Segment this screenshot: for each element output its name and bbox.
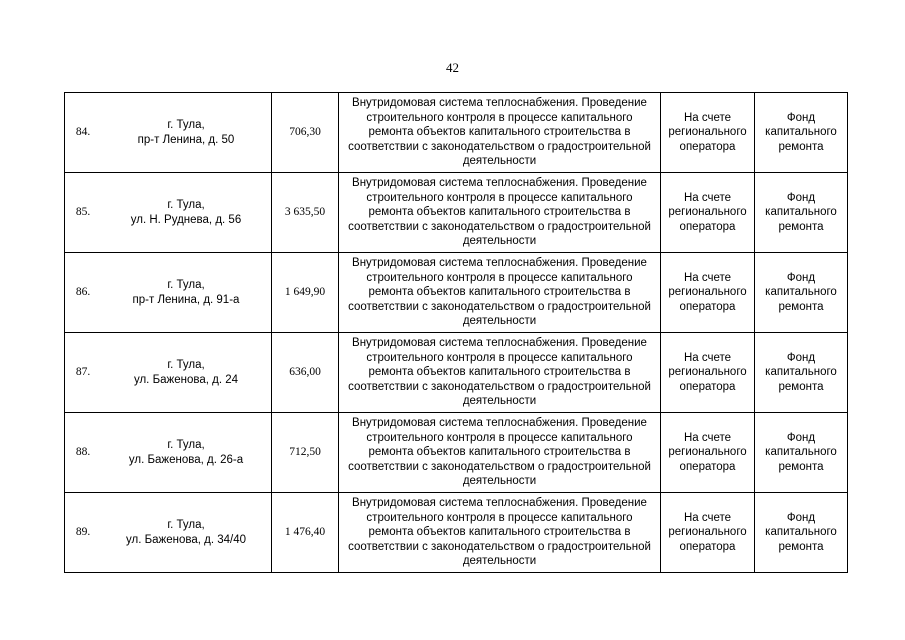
address-cell bbox=[65, 493, 272, 573]
funding-source-line: капитального bbox=[765, 366, 837, 379]
area-cell: 1 649,90 bbox=[272, 253, 339, 333]
funding-source-line: ремонта bbox=[778, 460, 824, 473]
account-cell bbox=[661, 253, 755, 333]
work-description-line: соответствии с законодательством о градостроительной bbox=[348, 380, 651, 393]
address-street: пр-т Ленина, д. 50 bbox=[137, 133, 235, 146]
address-cell bbox=[65, 413, 272, 493]
funding-source-line: Фонд bbox=[786, 431, 816, 444]
account-line: оператора bbox=[679, 460, 736, 473]
area-cell: 3 635,50 bbox=[272, 173, 339, 253]
work-description-line: Внутридомовая система теплоснабжения. Проведение bbox=[352, 417, 647, 430]
funding-source-line: капитального bbox=[765, 446, 837, 459]
table-row bbox=[65, 253, 848, 333]
address-cell bbox=[65, 173, 272, 253]
area-cell: 1 476,40 bbox=[272, 493, 339, 573]
funding-source-line: ремонта bbox=[778, 220, 824, 233]
row-number: 87. bbox=[75, 366, 91, 379]
work-description-line: ремонта объектов капитального строительства в bbox=[368, 286, 631, 299]
account-line: На счете bbox=[683, 431, 732, 444]
account-cell bbox=[661, 173, 755, 253]
address-city: г. Тула, bbox=[167, 438, 205, 451]
work-description-line: ремонта объектов капитального строительства в bbox=[368, 126, 631, 139]
row-number: 85. bbox=[75, 206, 91, 219]
account-cell bbox=[661, 93, 755, 173]
funding-source-line: ремонта bbox=[778, 540, 824, 553]
funding-source-line: Фонд bbox=[786, 511, 816, 524]
table-row bbox=[65, 493, 848, 573]
account-line: регионального bbox=[668, 366, 747, 379]
funding-source-cell bbox=[755, 173, 848, 253]
work-description-line: строительного контроля в процессе капитального bbox=[366, 431, 633, 444]
row-number: 88. bbox=[75, 446, 91, 459]
account-cell bbox=[661, 493, 755, 573]
work-description-line: ремонта объектов капитального строительства в bbox=[368, 366, 631, 379]
account-line: оператора bbox=[679, 300, 736, 313]
account-line: регионального bbox=[668, 206, 747, 219]
work-description-cell bbox=[339, 413, 661, 493]
address-cell bbox=[65, 333, 272, 413]
work-description-line: деятельности bbox=[462, 155, 537, 168]
work-description-line: ремонта объектов капитального строительства в bbox=[368, 526, 631, 539]
address-cell bbox=[65, 93, 272, 173]
account-line: оператора bbox=[679, 140, 736, 153]
row-number: 84. bbox=[75, 126, 91, 139]
account-cell bbox=[661, 333, 755, 413]
work-description-line: ремонта объектов капитального строительства в bbox=[368, 206, 631, 219]
account-line: регионального bbox=[668, 446, 747, 459]
work-description-line: строительного контроля в процессе капитального bbox=[366, 271, 633, 284]
address-city: г. Тула, bbox=[167, 278, 205, 291]
funding-source-cell bbox=[755, 253, 848, 333]
funding-source-line: ремонта bbox=[778, 140, 824, 153]
account-line: На счете bbox=[683, 191, 732, 204]
funding-source-line: Фонд bbox=[786, 271, 816, 284]
area-cell: 706,30 bbox=[272, 93, 339, 173]
address-street: ул. Баженова, д. 34/40 bbox=[125, 533, 247, 546]
funding-source-cell bbox=[755, 93, 848, 173]
work-description-cell bbox=[339, 253, 661, 333]
funding-source-line: Фонд bbox=[786, 191, 816, 204]
funding-source-cell bbox=[755, 333, 848, 413]
funding-source-line: ремонта bbox=[778, 380, 824, 393]
work-description-line: соответствии с законодательством о градостроительной bbox=[348, 220, 651, 233]
row-number: 89. bbox=[75, 526, 91, 539]
work-description-cell bbox=[339, 93, 661, 173]
work-description-line: Внутридомовая система теплоснабжения. Проведение bbox=[352, 97, 647, 110]
work-description-cell bbox=[339, 333, 661, 413]
work-description-line: деятельности bbox=[462, 395, 537, 408]
account-line: регионального bbox=[668, 526, 747, 539]
account-line: оператора bbox=[679, 220, 736, 233]
account-line: регионального bbox=[668, 286, 747, 299]
table-row bbox=[65, 413, 848, 493]
funding-source-line: капитального bbox=[765, 526, 837, 539]
table-row bbox=[65, 333, 848, 413]
account-line: На счете bbox=[683, 351, 732, 364]
funding-source-cell bbox=[755, 493, 848, 573]
work-description-line: Внутридомовая система теплоснабжения. Проведение bbox=[352, 497, 647, 510]
work-description-line: строительного контроля в процессе капитального bbox=[366, 351, 633, 364]
work-description-line: соответствии с законодательством о градостроительной bbox=[348, 460, 651, 473]
account-line: оператора bbox=[679, 380, 736, 393]
work-description-line: строительного контроля в процессе капитального bbox=[366, 511, 633, 524]
work-description-line: деятельности bbox=[462, 475, 537, 488]
funding-source-line: капитального bbox=[765, 126, 837, 139]
address-city: г. Тула, bbox=[167, 118, 205, 131]
funding-source-line: капитального bbox=[765, 286, 837, 299]
address-cell bbox=[65, 253, 272, 333]
account-line: На счете bbox=[683, 271, 732, 284]
work-description-cell bbox=[339, 173, 661, 253]
address-city: г. Тула, bbox=[167, 358, 205, 371]
work-description-line: деятельности bbox=[462, 315, 537, 328]
page-number: 42 bbox=[446, 60, 459, 75]
work-description-line: соответствии с законодательством о градостроительной bbox=[348, 300, 651, 313]
area-cell: 636,00 bbox=[272, 333, 339, 413]
work-description-line: строительного контроля в процессе капитального bbox=[366, 111, 633, 124]
account-line: оператора bbox=[679, 540, 736, 553]
address-street: ул. Баженова, д. 26-а bbox=[128, 453, 244, 466]
funding-source-line: капитального bbox=[765, 206, 837, 219]
work-description-line: Внутридомовая система теплоснабжения. Проведение bbox=[352, 337, 647, 350]
work-description-line: деятельности bbox=[462, 555, 537, 568]
address-street: ул. Н. Руднева, д. 56 bbox=[130, 213, 242, 226]
account-cell bbox=[661, 413, 755, 493]
account-line: На счете bbox=[683, 511, 732, 524]
work-description-cell bbox=[339, 493, 661, 573]
funding-source-line: ремонта bbox=[778, 300, 824, 313]
work-description-line: ремонта объектов капитального строительства в bbox=[368, 446, 631, 459]
funding-source-line: Фонд bbox=[786, 351, 816, 364]
account-line: регионального bbox=[668, 126, 747, 139]
work-description-line: деятельности bbox=[462, 235, 537, 248]
address-street: ул. Баженова, д. 24 bbox=[133, 373, 239, 386]
work-description-line: соответствии с законодательством о градостроительной bbox=[348, 540, 651, 553]
table-row bbox=[65, 93, 848, 173]
work-description-line: Внутридомовая система теплоснабжения. Проведение bbox=[352, 257, 647, 270]
address-city: г. Тула, bbox=[167, 518, 205, 531]
funding-source-cell bbox=[755, 413, 848, 493]
account-line: На счете bbox=[683, 111, 732, 124]
work-description-line: соответствии с законодательством о градостроительной bbox=[348, 140, 651, 153]
funding-source-line: Фонд bbox=[786, 111, 816, 124]
works-table-body bbox=[65, 93, 848, 573]
address-street: пр-т Ленина, д. 91-а bbox=[132, 293, 240, 306]
area-cell: 712,50 bbox=[272, 413, 339, 493]
address-city: г. Тула, bbox=[167, 198, 205, 211]
table-row bbox=[65, 173, 848, 253]
works-table bbox=[64, 92, 848, 573]
work-description-line: Внутридомовая система теплоснабжения. Проведение bbox=[352, 177, 647, 190]
work-description-line: строительного контроля в процессе капитального bbox=[366, 191, 633, 204]
row-number: 86. bbox=[75, 286, 91, 299]
